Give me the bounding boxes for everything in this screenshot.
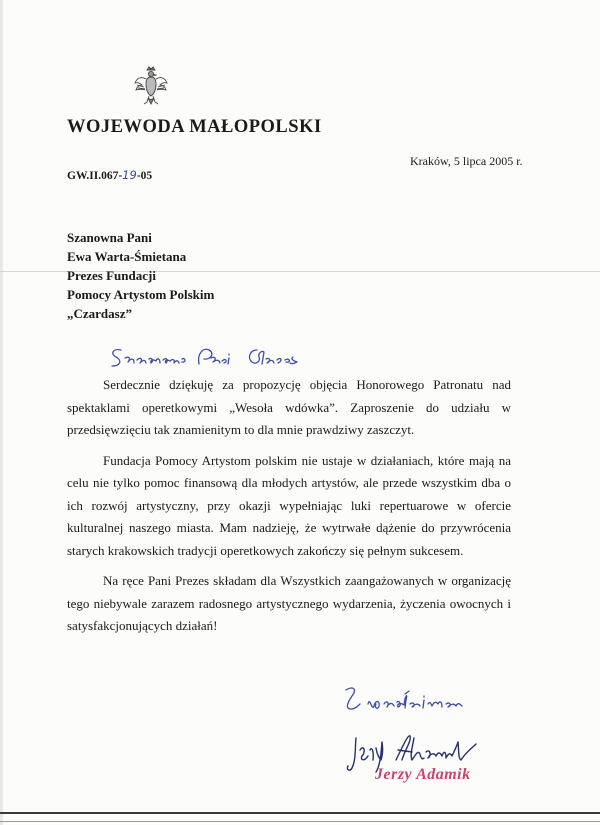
- reference-number: [67, 168, 152, 182]
- reference-prefix: GW.II.067-: [67, 170, 123, 182]
- page-bottom-edge: [0, 812, 600, 814]
- place-date: Kraków, 5 lipca 2005 r.: [410, 154, 523, 168]
- addressee-line: „Czardasz”: [67, 306, 132, 321]
- reference-suffix: -05: [136, 170, 153, 182]
- signature-stamp-name: Jerzy Adamik: [375, 766, 471, 783]
- addressee-line: Pomocy Artystom Polskim: [67, 287, 215, 302]
- addressee-line: Ewa Warta-Śmietana: [67, 249, 187, 264]
- addressee-line: Szanowna Pani: [67, 230, 152, 245]
- body-paragraph: Serdecznie dziękuję za propozycję objęcia Honorowego Patronatu nad spektaklami operetkowymi „Wesoła wdówka”. Zaproszenie do udziału w przedsięwzięciu tak znamienitym to dla mnie prawdziwy zaszczyt.: [67, 377, 511, 437]
- handwritten-greeting: [107, 344, 317, 374]
- letter-body: [67, 374, 511, 646]
- reference-handwritten-number: 19: [122, 168, 137, 182]
- scan-bottom-line: [0, 821, 600, 822]
- body-paragraph: Na ręce Pani Prezes składam dla Wszystkich zaangażowanych w organizację tego niebywale zarazem radosnego artystycznego wydarzenia, życzenia owocnych i satysfakcjonujących działań!: [67, 573, 511, 633]
- polish-eagle-emblem-icon: [134, 66, 168, 106]
- body-paragraph: Fundacja Pomocy Artystom polskim nie ustaje w działaniach, które mają na celu nie tylko pomoc finansową dla młodych artystów, ale przede wszystkim dba o ich rozwój artystyczny, przy okazji wypełniając luki repertuarowe w ofercie kulturalnej naszego miasta. Mam nadzieję, że wytrwałe dążenie do przywrócenia starych krakowskich tradycji operetkowych zakończy się pełnym sukcesem.: [67, 452, 511, 558]
- handwritten-closing: [342, 682, 482, 722]
- addressee-line: Prezes Fundacji: [67, 268, 156, 283]
- page-edge-shadow: [0, 0, 3, 825]
- office-title: WOJEWODA MAŁOPOLSKI: [67, 117, 322, 137]
- addressee-block: [67, 228, 214, 323]
